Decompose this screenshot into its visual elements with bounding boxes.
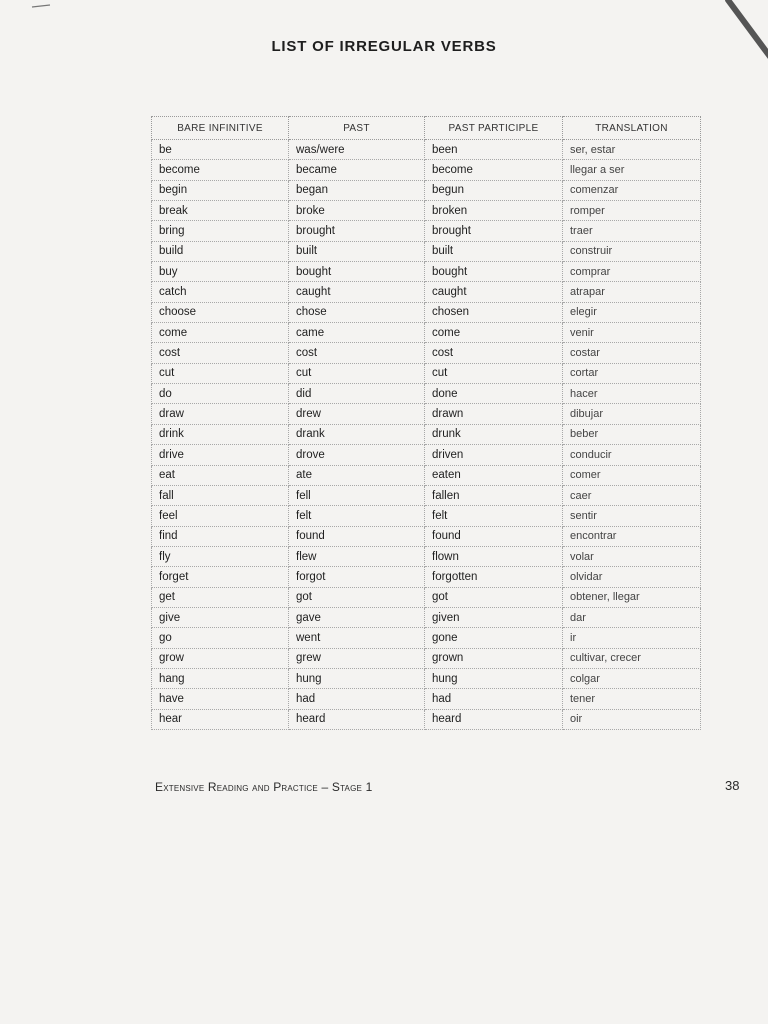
translation-cell: encontrar	[563, 526, 701, 546]
past-cell: flew	[289, 546, 425, 566]
bare-infinitive-cell: cost	[152, 343, 289, 363]
past-participle-cell: broken	[425, 201, 563, 221]
past-participle-cell: caught	[425, 282, 563, 302]
past-cell: did	[289, 384, 425, 404]
table-row	[152, 445, 701, 465]
past-cell: felt	[289, 506, 425, 526]
bare-infinitive-cell: fall	[152, 485, 289, 505]
translation-cell: atrapar	[563, 282, 701, 302]
table-row	[152, 485, 701, 505]
translation-cell: oir	[563, 709, 701, 729]
table-row	[152, 587, 701, 607]
past-cell: built	[289, 241, 425, 261]
bare-infinitive-cell: come	[152, 323, 289, 343]
table-row	[152, 302, 701, 322]
table-row	[152, 607, 701, 627]
table-row	[152, 363, 701, 383]
past-cell: cost	[289, 343, 425, 363]
bare-infinitive-cell: get	[152, 587, 289, 607]
table-row	[152, 282, 701, 302]
past-participle-cell: drunk	[425, 424, 563, 444]
translation-cell: construir	[563, 241, 701, 261]
past-participle-cell: driven	[425, 445, 563, 465]
table-row	[152, 404, 701, 424]
translation-cell: ir	[563, 628, 701, 648]
past-cell: got	[289, 587, 425, 607]
header-translation: TRANSLATION	[563, 117, 701, 140]
table-body	[152, 140, 701, 730]
past-cell: chose	[289, 302, 425, 322]
table-row	[152, 323, 701, 343]
translation-cell: tener	[563, 689, 701, 709]
past-cell: drank	[289, 424, 425, 444]
translation-cell: olvidar	[563, 567, 701, 587]
translation-cell: comenzar	[563, 180, 701, 200]
past-cell: broke	[289, 201, 425, 221]
scan-tick-mark	[30, 2, 54, 10]
translation-cell: cultivar, crecer	[563, 648, 701, 668]
past-participle-cell: become	[425, 160, 563, 180]
bare-infinitive-cell: have	[152, 689, 289, 709]
past-participle-cell: been	[425, 140, 563, 160]
translation-cell: cortar	[563, 363, 701, 383]
past-cell: went	[289, 628, 425, 648]
past-cell: came	[289, 323, 425, 343]
past-participle-cell: eaten	[425, 465, 563, 485]
bare-infinitive-cell: find	[152, 526, 289, 546]
translation-cell: conducir	[563, 445, 701, 465]
table-row	[152, 343, 701, 363]
translation-cell: dibujar	[563, 404, 701, 424]
bare-infinitive-cell: hear	[152, 709, 289, 729]
past-cell: heard	[289, 709, 425, 729]
bare-infinitive-cell: buy	[152, 262, 289, 282]
translation-cell: venir	[563, 323, 701, 343]
page-title: LIST OF IRREGULAR VERBS	[271, 38, 497, 55]
translation-cell: costar	[563, 343, 701, 363]
translation-cell: comprar	[563, 262, 701, 282]
past-cell: cut	[289, 363, 425, 383]
past-participle-cell: had	[425, 689, 563, 709]
table-row	[152, 140, 701, 160]
past-cell: ate	[289, 465, 425, 485]
bare-infinitive-cell: eat	[152, 465, 289, 485]
table-row	[152, 506, 701, 526]
table-row	[152, 465, 701, 485]
past-participle-cell: forgotten	[425, 567, 563, 587]
past-participle-cell: cost	[425, 343, 563, 363]
table-row	[152, 709, 701, 729]
past-participle-cell: come	[425, 323, 563, 343]
bare-infinitive-cell: draw	[152, 404, 289, 424]
past-participle-cell: begun	[425, 180, 563, 200]
past-participle-cell: gone	[425, 628, 563, 648]
bare-infinitive-cell: choose	[152, 302, 289, 322]
past-cell: became	[289, 160, 425, 180]
past-participle-cell: brought	[425, 221, 563, 241]
table-row	[152, 241, 701, 261]
table-row	[152, 221, 701, 241]
book-footer: Extensive Reading and Practice – Stage 1	[155, 780, 373, 794]
past-cell: found	[289, 526, 425, 546]
past-participle-cell: got	[425, 587, 563, 607]
past-participle-cell: fallen	[425, 485, 563, 505]
bare-infinitive-cell: feel	[152, 506, 289, 526]
bare-infinitive-cell: be	[152, 140, 289, 160]
translation-cell: elegir	[563, 302, 701, 322]
translation-cell: caer	[563, 485, 701, 505]
table-row	[152, 546, 701, 566]
bare-infinitive-cell: build	[152, 241, 289, 261]
bare-infinitive-cell: give	[152, 607, 289, 627]
bare-infinitive-cell: hang	[152, 668, 289, 688]
past-participle-cell: built	[425, 241, 563, 261]
past-cell: grew	[289, 648, 425, 668]
past-cell: caught	[289, 282, 425, 302]
table-row	[152, 160, 701, 180]
bare-infinitive-cell: catch	[152, 282, 289, 302]
past-participle-cell: heard	[425, 709, 563, 729]
header-bare-infinitive: BARE INFINITIVE	[152, 117, 289, 140]
past-participle-cell: drawn	[425, 404, 563, 424]
table-row	[152, 628, 701, 648]
table-row	[152, 689, 701, 709]
past-participle-cell: cut	[425, 363, 563, 383]
past-participle-cell: chosen	[425, 302, 563, 322]
past-participle-cell: felt	[425, 506, 563, 526]
table-row	[152, 262, 701, 282]
table-row	[152, 668, 701, 688]
translation-cell: beber	[563, 424, 701, 444]
translation-cell: ser, estar	[563, 140, 701, 160]
header-past: PAST	[289, 117, 425, 140]
translation-cell: dar	[563, 607, 701, 627]
translation-cell: obtener, llegar	[563, 587, 701, 607]
table-row	[152, 384, 701, 404]
table-row	[152, 526, 701, 546]
past-participle-cell: given	[425, 607, 563, 627]
past-cell: hung	[289, 668, 425, 688]
translation-cell: romper	[563, 201, 701, 221]
bare-infinitive-cell: cut	[152, 363, 289, 383]
translation-cell: comer	[563, 465, 701, 485]
table-header-row	[152, 117, 701, 140]
bare-infinitive-cell: forget	[152, 567, 289, 587]
past-cell: brought	[289, 221, 425, 241]
table-row	[152, 567, 701, 587]
past-participle-cell: grown	[425, 648, 563, 668]
page-number: 38	[725, 778, 740, 793]
bare-infinitive-cell: drink	[152, 424, 289, 444]
translation-cell: volar	[563, 546, 701, 566]
header-past-participle: PAST PARTICIPLE	[425, 117, 563, 140]
table-row	[152, 201, 701, 221]
table-row	[152, 424, 701, 444]
translation-cell: sentir	[563, 506, 701, 526]
past-cell: drew	[289, 404, 425, 424]
irregular-verbs-table	[151, 116, 701, 730]
past-cell: bought	[289, 262, 425, 282]
bare-infinitive-cell: become	[152, 160, 289, 180]
past-cell: drove	[289, 445, 425, 465]
past-participle-cell: flown	[425, 546, 563, 566]
past-cell: fell	[289, 485, 425, 505]
bare-infinitive-cell: grow	[152, 648, 289, 668]
past-cell: forgot	[289, 567, 425, 587]
table-row	[152, 648, 701, 668]
bare-infinitive-cell: begin	[152, 180, 289, 200]
translation-cell: llegar a ser	[563, 160, 701, 180]
bare-infinitive-cell: fly	[152, 546, 289, 566]
bare-infinitive-cell: break	[152, 201, 289, 221]
table-row	[152, 180, 701, 200]
past-cell: had	[289, 689, 425, 709]
translation-cell: hacer	[563, 384, 701, 404]
past-participle-cell: done	[425, 384, 563, 404]
past-participle-cell: found	[425, 526, 563, 546]
bare-infinitive-cell: go	[152, 628, 289, 648]
bare-infinitive-cell: do	[152, 384, 289, 404]
past-participle-cell: hung	[425, 668, 563, 688]
past-cell: gave	[289, 607, 425, 627]
translation-cell: colgar	[563, 668, 701, 688]
past-cell: began	[289, 180, 425, 200]
bare-infinitive-cell: drive	[152, 445, 289, 465]
past-participle-cell: bought	[425, 262, 563, 282]
bare-infinitive-cell: bring	[152, 221, 289, 241]
translation-cell: traer	[563, 221, 701, 241]
past-cell: was/were	[289, 140, 425, 160]
